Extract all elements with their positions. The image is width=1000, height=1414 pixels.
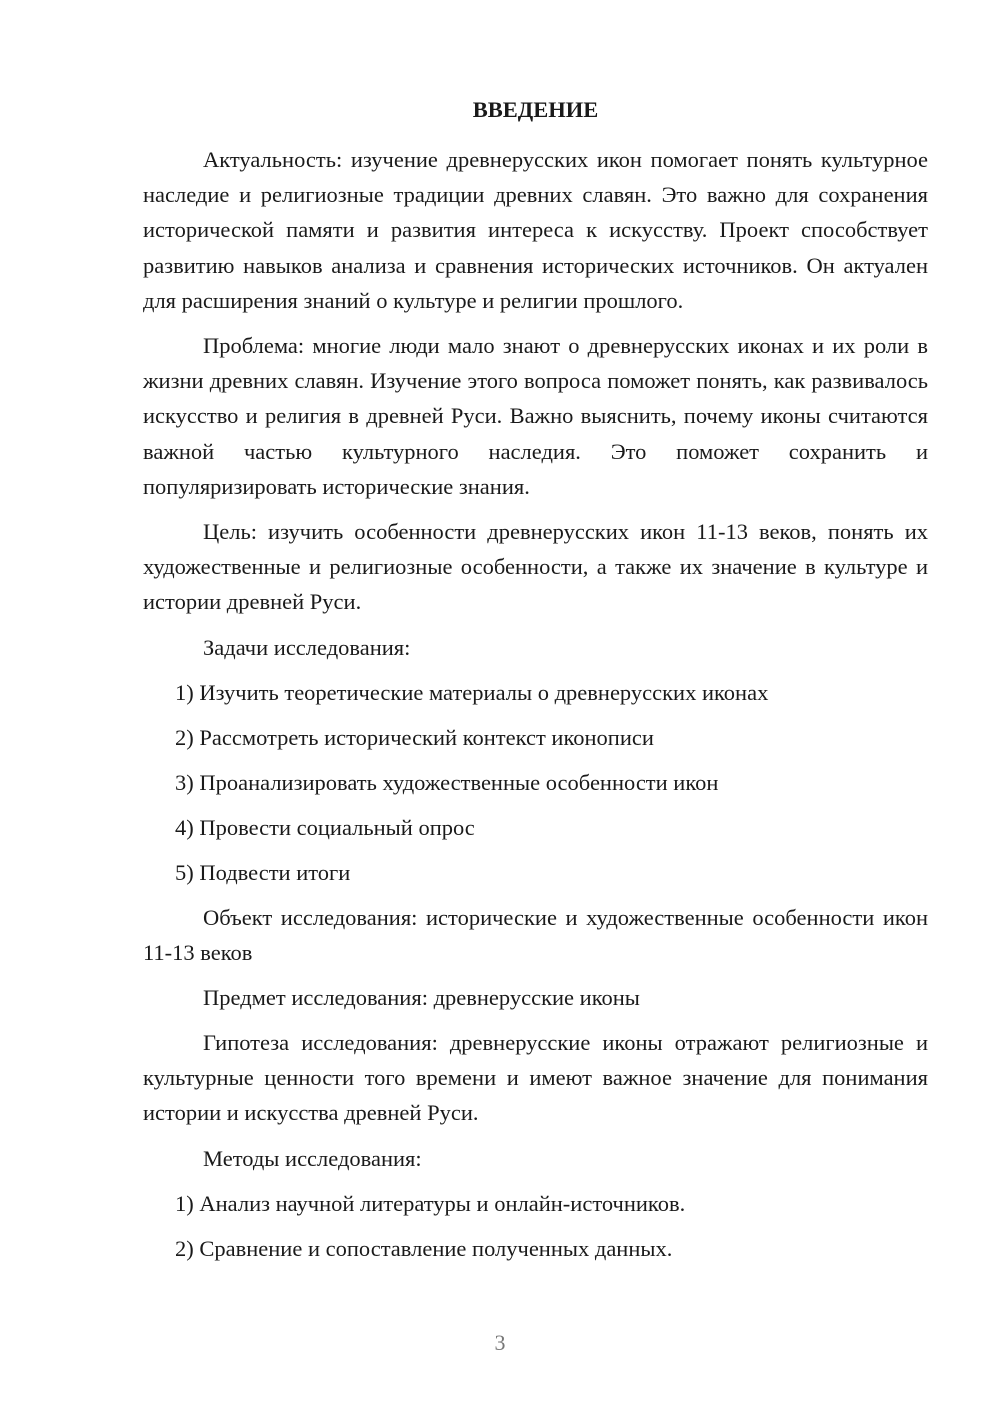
task-item: 1) Изучить теоретические материалы о древнерусских иконах: [175, 679, 769, 705]
tasks-list: [143, 675, 928, 890]
task-item: 3) Проанализировать художественные особенности икон: [175, 769, 719, 795]
actuality-paragraph: Актуальность: изучение древнерусских икон помогает понять культурное наследие и религиозные традиции древних славян. Это важно для сохранения исторической памяти и развития интереса к искусству. Проект способствует развитию навыков анализа и сравнения исторических источников. Он актуален для расширения знаний о культуре и религии прошлого.: [143, 147, 928, 313]
document-page: [143, 92, 928, 1276]
methods-list: [143, 1186, 928, 1266]
hypothesis-paragraph: Гипотеза исследования: древнерусские иконы отражают религиозные и культурные ценности того времени и имеют важное значение для понимания истории и искусства древней Руси.: [143, 1030, 928, 1126]
method-item: 2) Сравнение и сопоставление полученных данных.: [175, 1235, 673, 1261]
problem-paragraph: Проблема: многие люди мало знают о древнерусских иконах и их роли в жизни древних славян. Изучение этого вопроса поможет понять, как развивалось искусство и религия в древней Руси. Важно выяснить, почему иконы считаются важной частью культурного наследия. Это поможет сохранить и популяризировать исторические знания.: [143, 333, 928, 499]
page-number: 3: [494, 1330, 506, 1355]
section-title: ВВЕДЕНИЕ: [472, 97, 599, 122]
methods-heading: Методы исследования:: [203, 1145, 422, 1171]
tasks-heading: Задачи исследования:: [203, 634, 411, 660]
task-item: 5) Подвести итоги: [175, 859, 351, 885]
subject-paragraph: Предмет исследования: древнерусские иконы: [203, 985, 640, 1011]
task-item: 4) Провести социальный опрос: [175, 814, 475, 840]
method-item: 1) Анализ научной литературы и онлайн-источников.: [175, 1190, 686, 1216]
task-item: 2) Рассмотреть исторический контекст иконописи: [175, 724, 654, 750]
object-paragraph: Объект исследования: исторические и художественные особенности икон 11-13 веков: [143, 904, 928, 965]
goal-paragraph: Цель: изучить особенности древнерусских икон 11-13 веков, понять их художественные и религиозные особенности, а также их значение в культуре и истории древней Руси.: [143, 519, 928, 615]
